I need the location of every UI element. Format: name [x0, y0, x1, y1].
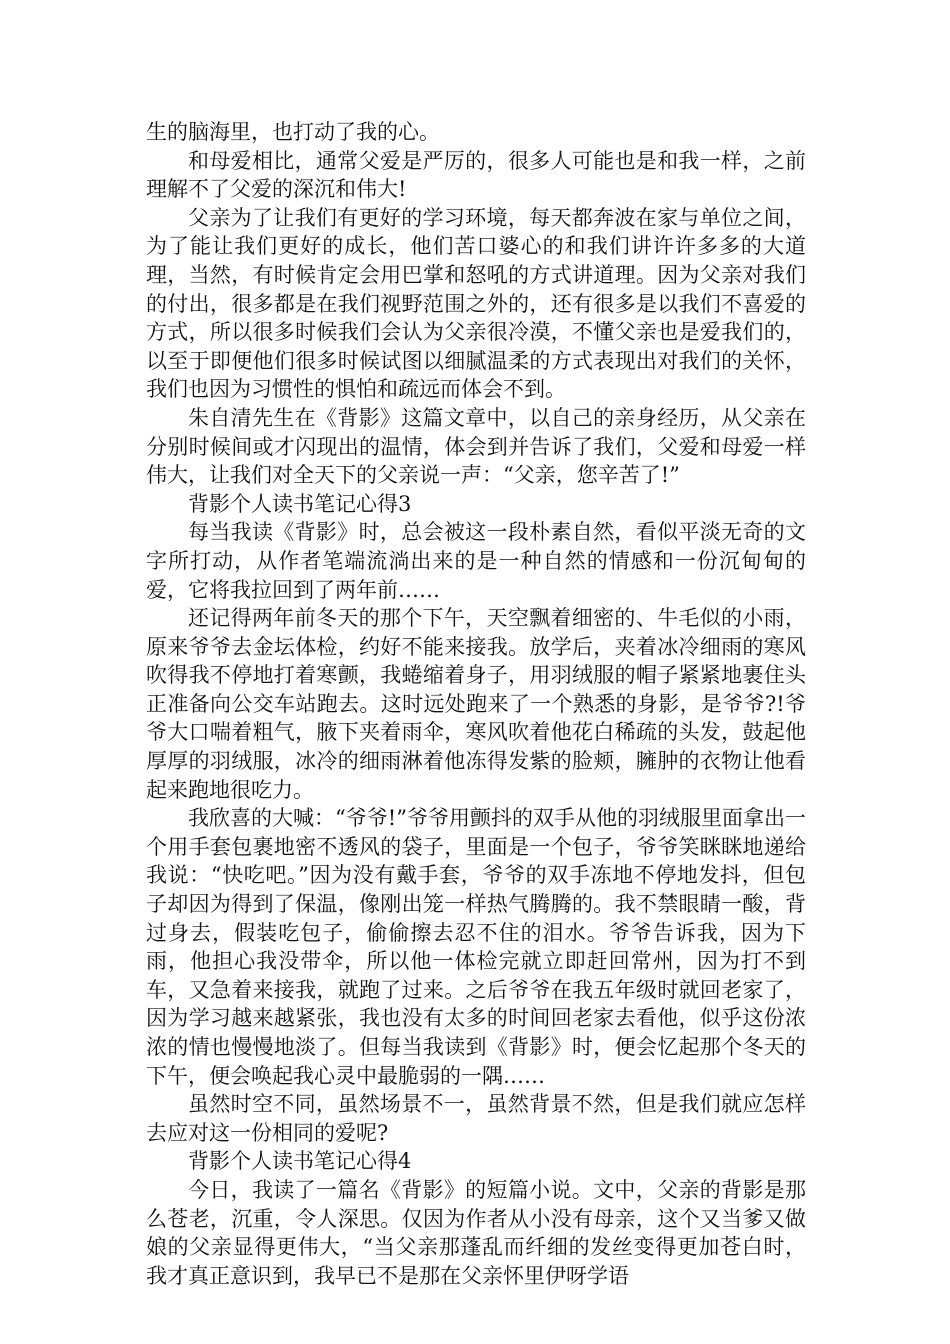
paragraph: 虽然时空不同，虽然场景不一，虽然背景不然，但是我们就应怎样去应对这一份相同的爱呢? — [146, 1092, 806, 1145]
paragraph: 父亲为了让我们有更好的学习环境，每天都奔波在家与单位之间，为了能让我们更好的成长，他们苦口婆心的和我们讲许许多多的大道理，当然，有时候肯定会用巴掌和怒吼的方式讲道理。因为父亲对我们的付出，很多都是在我们视野范围之外的，还有很多是以我们不喜爱的方式，所以很多时候我们会认为父亲很冷漠，不懂父亲也是爱我们的，以至于即便他们很多时候试图以细腻温柔的方式表现出对我们的关怀，我们也因为习惯性的惧怕和疏远而体会不到。 — [146, 205, 806, 402]
paragraph: 我欣喜的大喊：“爷爷!”爷爷用颤抖的双手从他的羽绒服里面拿出一个用手套包裹地密不透风的袋子，里面是一个包子，爷爷笑眯眯地递给我说：“快吃吧。”因为没有戴手套，爷爷的双手冻地不停地发抖，但包子却因为得到了保温，像刚出笼一样热气腾腾的。我不禁眼睛一酸，背过身去，假装吃包子，偷偷擦去忍不住的泪水。爷爷告诉我，因为下雨，他担心我没带伞，所以他一体检完就立即赶回常州，因为打不到车，又急着来接我，就跑了过来。之后爷爷在我五年级时就回老家了，因为学习越来越紧张，我也没有太多的时间回老家去看他，似乎这份浓浓的情也慢慢地淡了。但每当我读到《背影》时，便会忆起那个冬天的下午，便会唤起我心灵中最脆弱的一隅…… — [146, 806, 806, 1088]
section-heading: 背影个人读书笔记心得3 — [188, 491, 412, 516]
paragraph: 今日，我读了一篇名《背影》的短篇小说。文中，父亲的背影是那么苍老，沉重，令人深思。仅因为作者从小没有母亲，这个又当爹又做娘的父亲显得更伟大，“当父亲那蓬乱而纤细的发丝变得更加苍白时，我才真正意识到，我早已不是那在父亲怀里伊呀学语 — [146, 1177, 806, 1288]
paragraph: 和母爱相比，通常父爱是严厉的，很多人可能也是和我一样，之前理解不了父爱的深沉和伟大! — [146, 148, 806, 202]
paragraph: 还记得两年前冬天的那个下午，天空飘着细密的、牛毛似的小雨，原来爷爷去金坛体检，约好不能来接我。放学后，夹着冰冷细雨的寒风吹得我不停地打着寒颤，我蜷缩着身子，用羽绒服的帽子紧紧地裹住头正准备向公交车站跑去。这时远处跑来了一个熟悉的身影，是爷爷?!爷爷大口喘着粗气，腋下夹着雨伞，寒风吹着他花白稀疏的头发，鼓起他厚厚的羽绒服，冰冷的细雨淋着他冻得发紫的脸颊，臃肿的衣物让他看起来跑地很吃力。 — [146, 606, 806, 802]
section-heading: 背影个人读书笔记心得4 — [188, 1149, 412, 1174]
paragraph: 朱自清先生在《背影》这篇文章中，以自己的亲身经历，从父亲在分别时候间或才闪现出的温情，体会到并告诉了我们，父爱和母爱一样伟大，让我们对全天下的父亲说一声：“父亲，您辛苦了!” — [146, 405, 806, 488]
document-body — [146, 118, 806, 1290]
paragraph: 生的脑海里，也打动了我的心。 — [146, 120, 440, 144]
paragraph: 每当我读《背影》时，总会被这一段朴素自然，看似平淡无奇的文字所打动，从作者笔端流淌出来的是一种自然的情感和一份沉甸甸的爱，它将我拉回到了两年前…… — [146, 520, 806, 602]
